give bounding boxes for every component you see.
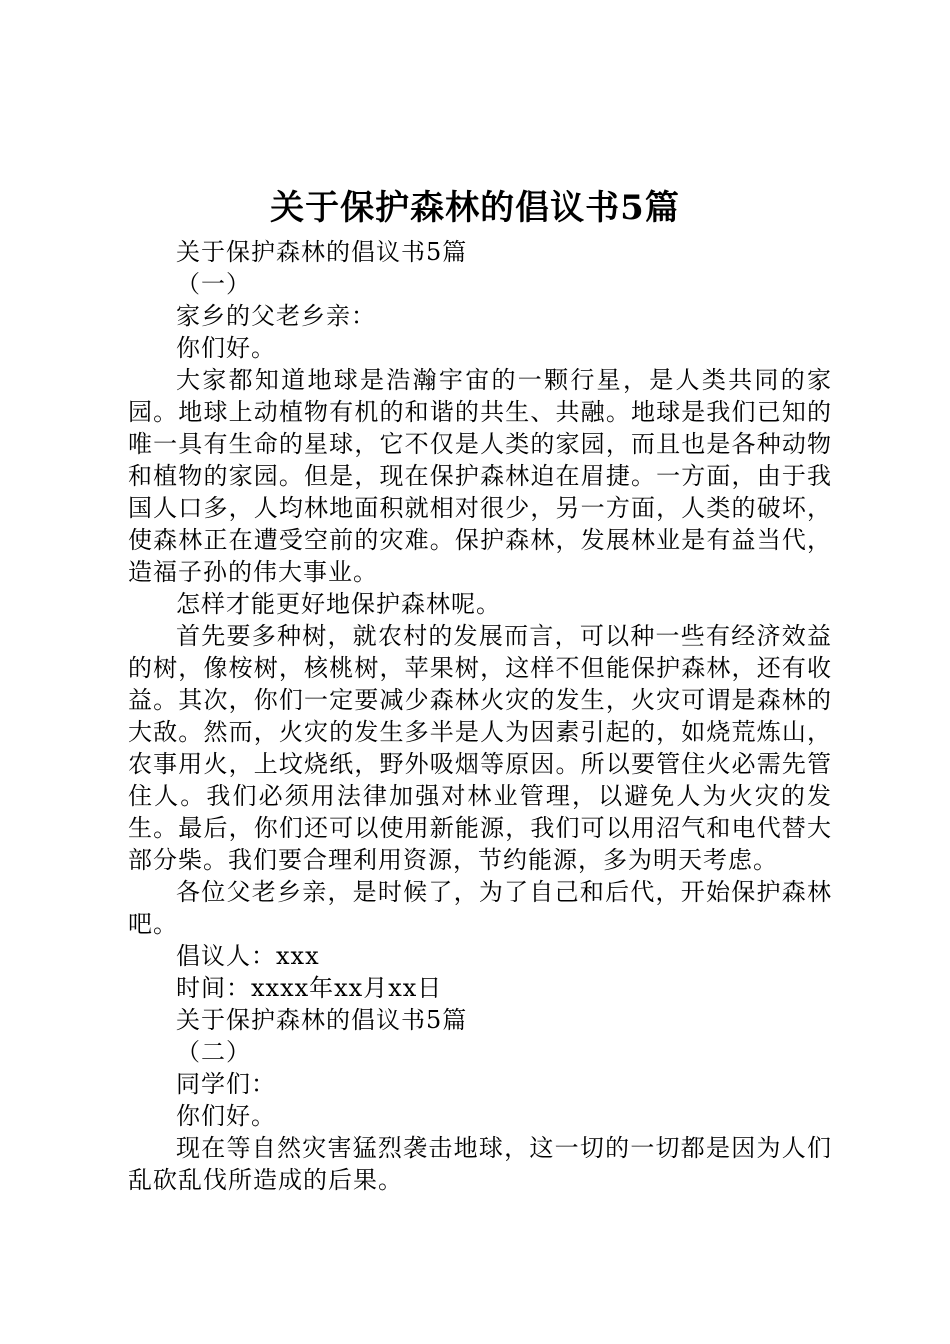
greeting-1: 你们好。 [176,334,276,362]
document-body [128,236,832,1196]
question-line: 怎样才能更好地保护森林呢。 [176,590,501,618]
salutation-1: 家乡的父老乡亲： [176,302,376,330]
page-title: 关于保护森林的倡议书5篇 [270,188,680,228]
paragraph-disaster: 现在等自然灾害猛烈袭击地球，这一切的一切都是因为人们乱砍乱伐所造成的后果。 [128,1134,832,1194]
signature-date: 时间：xxxx年xx月xx日 [176,974,443,1002]
section-heading-2: 关于保护森林的倡议书5篇 [176,1006,468,1034]
salutation-2: 同学们： [176,1070,276,1098]
paragraph-appeal: 各位父老乡亲，是时候了，为了自己和后代，开始保护森林吧。 [128,878,832,938]
paragraph-measures: 首先要多种树，就农村的发展而言，可以种一些有经济效益的树，像桉树，核桃树，苹果树，这样不但能保护森林，还有收益。其次，你们一定要减少森林火灾的发生，火灾可谓是森林的大敌。然而，火灾的发生多半是人为因素引起的，如烧荒炼山，农事用火，上坟烧纸，野外吸烟等原因。所以要管住火必需先管住人。我们必须用法律加强对林业管理，以避免人为火灾的发生。最后，你们还可以使用新能源，我们可以用沼气和电代替大部分柴。我们要合理利用资源，节约能源，多为明天考虑。 [128,622,832,874]
section-number-2: （二） [176,1038,251,1066]
section-heading-1: 关于保护森林的倡议书5篇 [176,238,468,266]
paragraph-earth: 大家都知道地球是浩瀚宇宙的一颗行星，是人类共同的家园。地球上动植物有机的和谐的共生、共融。地球是我们已知的唯一具有生命的星球，它不仅是人类的家园，而且也是各种动物和植物的家园。但是，现在保护森林迫在眉捷。一方面，由于我国人口多，人均林地面积就相对很少，另一方面，人类的破坏，使森林正在遭受空前的灾难。保护森林，发展林业是有益当代，造福子孙的伟大事业。 [128,366,832,586]
section-number-1: （一） [176,270,251,298]
greeting-2: 你们好。 [176,1102,276,1130]
signature-initiator: 倡议人：xxx [176,942,320,970]
